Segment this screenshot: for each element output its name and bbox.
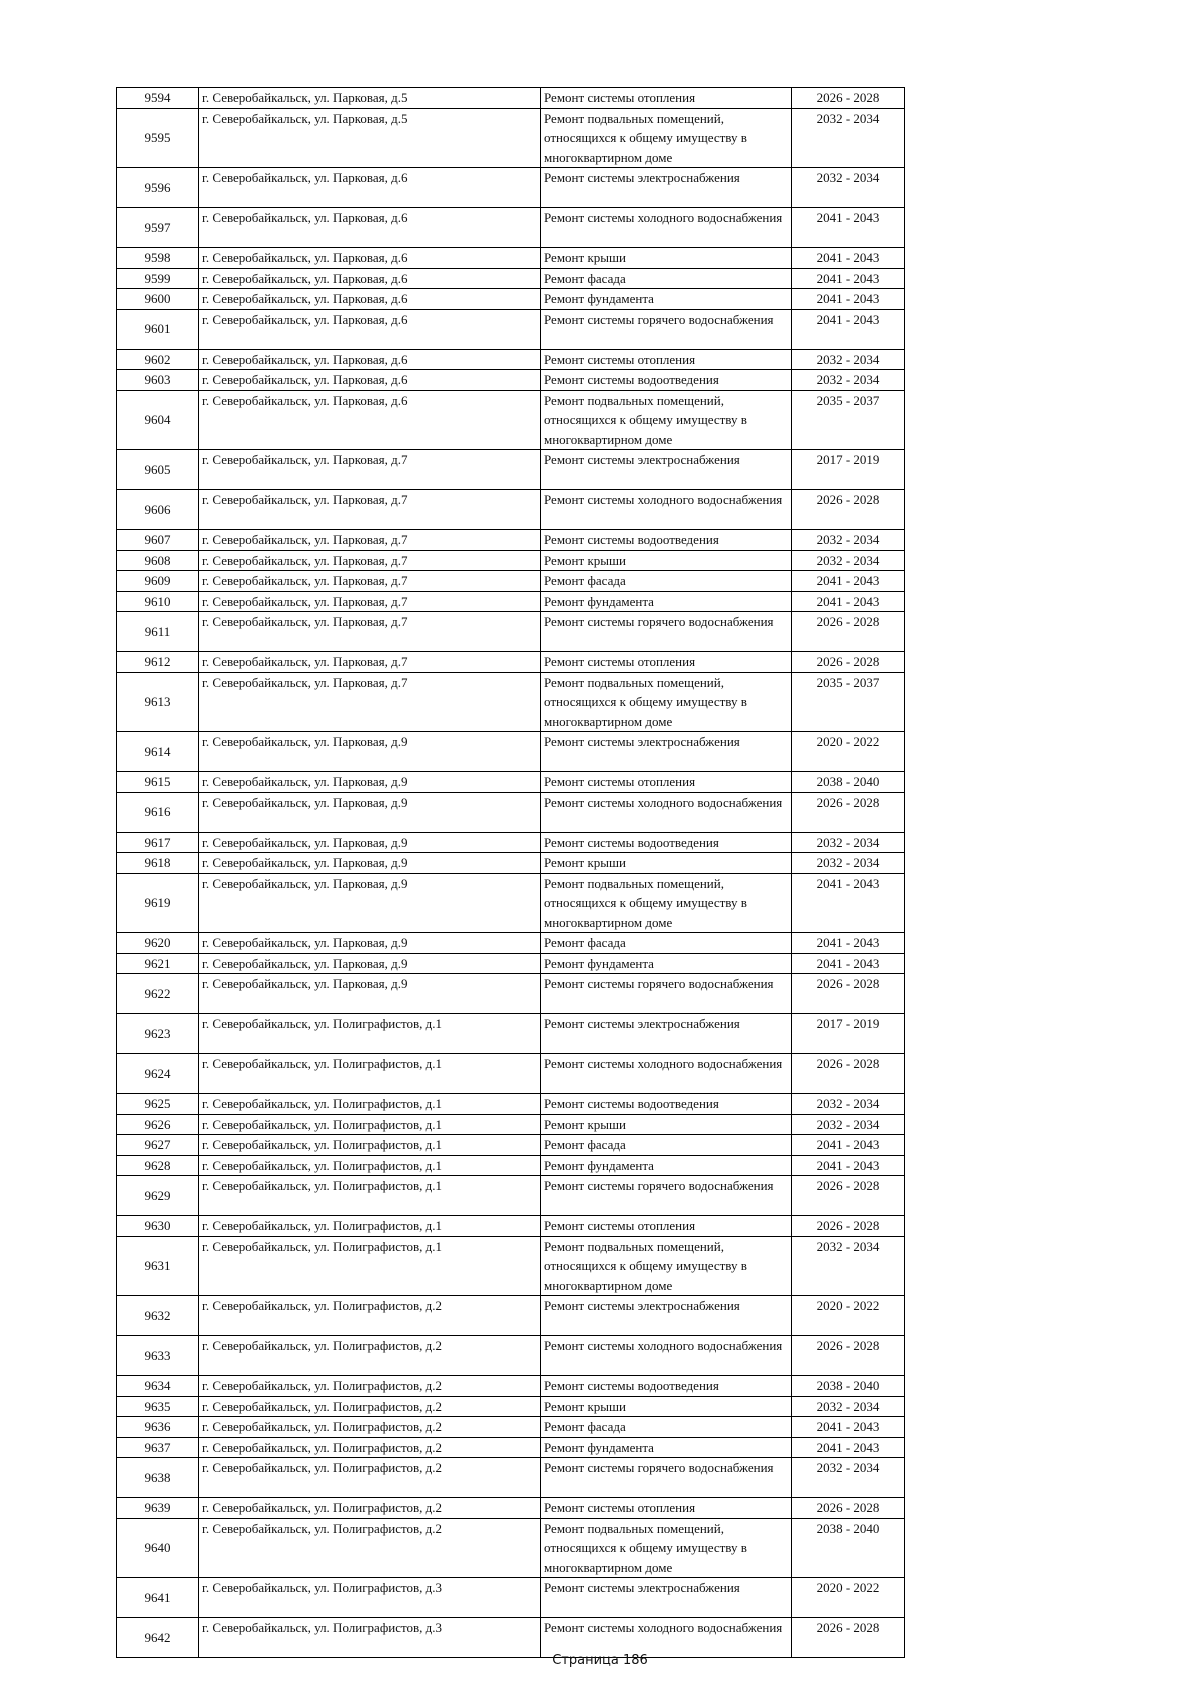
address-cell: г. Северобайкальск, ул. Полиграфистов, д.2 (199, 1396, 541, 1417)
row-number-cell: 9615 (117, 772, 199, 793)
address-cell: г. Северобайкальск, ул. Парковая, д.9 (199, 772, 541, 793)
table-row (117, 1578, 905, 1618)
period-cell: 2041 - 2043 (792, 591, 905, 612)
table-row (117, 1114, 905, 1135)
work-type-cell: Ремонт фасада (541, 1135, 792, 1156)
table-row (117, 268, 905, 289)
address-cell: г. Северобайкальск, ул. Полиграфистов, д.1 (199, 1014, 541, 1054)
row-number-cell: 9628 (117, 1155, 199, 1176)
period-cell: 2026 - 2028 (792, 652, 905, 673)
period-cell: 2020 - 2022 (792, 1578, 905, 1618)
page-number: Страница 186 (552, 1653, 648, 1668)
work-type-cell: Ремонт фасада (541, 268, 792, 289)
address-cell: г. Северобайкальск, ул. Парковая, д.6 (199, 268, 541, 289)
work-type-cell: Ремонт системы электроснабжения (541, 1578, 792, 1618)
period-cell: 2026 - 2028 (792, 1176, 905, 1216)
period-cell: 2026 - 2028 (792, 88, 905, 109)
work-type-cell: Ремонт фасада (541, 571, 792, 592)
address-cell: г. Северобайкальск, ул. Парковая, д.9 (199, 832, 541, 853)
period-cell: 2026 - 2028 (792, 1054, 905, 1094)
row-number-cell: 9597 (117, 208, 199, 248)
work-type-cell: Ремонт фундамента (541, 953, 792, 974)
address-cell: г. Северобайкальск, ул. Полиграфистов, д.1 (199, 1094, 541, 1115)
work-type-cell: Ремонт фундамента (541, 289, 792, 310)
address-cell: г. Северобайкальск, ул. Парковая, д.7 (199, 571, 541, 592)
work-type-cell: Ремонт фасада (541, 933, 792, 954)
table-row (117, 248, 905, 269)
address-cell: г. Северобайкальск, ул. Полиграфистов, д.1 (199, 1155, 541, 1176)
row-number-cell: 9624 (117, 1054, 199, 1094)
row-number-cell: 9619 (117, 873, 199, 933)
row-number-cell: 9608 (117, 550, 199, 571)
table-row (117, 349, 905, 370)
work-type-cell: Ремонт подвальных помещений, относящихся к общему имуществу в многоквартирном доме (541, 672, 792, 732)
row-number-cell: 9631 (117, 1236, 199, 1296)
row-number-cell: 9636 (117, 1417, 199, 1438)
period-cell: 2032 - 2034 (792, 1396, 905, 1417)
work-type-cell: Ремонт подвальных помещений, относящихся к общему имуществу в многоквартирном доме (541, 1236, 792, 1296)
table-row (117, 370, 905, 391)
work-type-cell: Ремонт фундамента (541, 591, 792, 612)
address-cell: г. Северобайкальск, ул. Парковая, д.6 (199, 248, 541, 269)
work-type-cell: Ремонт системы электроснабжения (541, 450, 792, 490)
table-row (117, 1518, 905, 1578)
row-number-cell: 9637 (117, 1437, 199, 1458)
row-number-cell: 9626 (117, 1114, 199, 1135)
address-cell: г. Северобайкальск, ул. Полиграфистов, д.1 (199, 1176, 541, 1216)
row-number-cell: 9625 (117, 1094, 199, 1115)
address-cell: г. Северобайкальск, ул. Парковая, д.6 (199, 289, 541, 310)
row-number-cell: 9617 (117, 832, 199, 853)
row-number-cell: 9610 (117, 591, 199, 612)
row-number-cell: 9596 (117, 168, 199, 208)
work-type-cell: Ремонт системы холодного водоснабжения (541, 490, 792, 530)
work-type-cell: Ремонт крыши (541, 1114, 792, 1135)
row-number-cell: 9640 (117, 1518, 199, 1578)
address-cell: г. Северобайкальск, ул. Полиграфистов, д.3 (199, 1618, 541, 1658)
row-number-cell: 9599 (117, 268, 199, 289)
address-cell: г. Северобайкальск, ул. Парковая, д.7 (199, 672, 541, 732)
period-cell: 2032 - 2034 (792, 853, 905, 874)
table-row (117, 1458, 905, 1498)
period-cell: 2026 - 2028 (792, 1216, 905, 1237)
period-cell: 2041 - 2043 (792, 289, 905, 310)
period-cell: 2032 - 2034 (792, 530, 905, 551)
period-cell: 2032 - 2034 (792, 370, 905, 391)
address-cell: г. Северобайкальск, ул. Парковая, д.6 (199, 349, 541, 370)
address-cell: г. Северобайкальск, ул. Полиграфистов, д.2 (199, 1518, 541, 1578)
work-type-cell: Ремонт подвальных помещений, относящихся к общему имуществу в многоквартирном доме (541, 873, 792, 933)
work-type-cell: Ремонт системы холодного водоснабжения (541, 1054, 792, 1094)
table-row (117, 853, 905, 874)
table-row (117, 672, 905, 732)
table-row (117, 571, 905, 592)
address-cell: г. Северобайкальск, ул. Парковая, д.7 (199, 550, 541, 571)
period-cell: 2041 - 2043 (792, 1135, 905, 1156)
table-row (117, 1236, 905, 1296)
table-row (117, 591, 905, 612)
row-number-cell: 9605 (117, 450, 199, 490)
work-type-cell: Ремонт фундамента (541, 1155, 792, 1176)
table-row (117, 832, 905, 853)
work-type-cell: Ремонт подвальных помещений, относящихся к общему имуществу в многоквартирном доме (541, 390, 792, 450)
table-row (117, 933, 905, 954)
period-cell: 2026 - 2028 (792, 490, 905, 530)
period-cell: 2017 - 2019 (792, 450, 905, 490)
period-cell: 2020 - 2022 (792, 732, 905, 772)
table-row (117, 1396, 905, 1417)
table-row (117, 1135, 905, 1156)
row-number-cell: 9613 (117, 672, 199, 732)
work-type-cell: Ремонт системы электроснабжения (541, 1014, 792, 1054)
table-row (117, 1498, 905, 1519)
row-number-cell: 9598 (117, 248, 199, 269)
repair-schedule-table (116, 87, 905, 1658)
row-number-cell: 9603 (117, 370, 199, 391)
address-cell: г. Северобайкальск, ул. Парковая, д.6 (199, 208, 541, 248)
table-body (117, 88, 905, 1658)
row-number-cell: 9612 (117, 652, 199, 673)
work-type-cell: Ремонт системы горячего водоснабжения (541, 1458, 792, 1498)
work-type-cell: Ремонт системы отопления (541, 88, 792, 109)
row-number-cell: 9630 (117, 1216, 199, 1237)
table-row (117, 1094, 905, 1115)
period-cell: 2038 - 2040 (792, 772, 905, 793)
table-row (117, 1376, 905, 1397)
table-row (117, 1437, 905, 1458)
row-number-cell: 9623 (117, 1014, 199, 1054)
period-cell: 2041 - 2043 (792, 309, 905, 349)
period-cell: 2026 - 2028 (792, 612, 905, 652)
address-cell: г. Северобайкальск, ул. Полиграфистов, д.3 (199, 1578, 541, 1618)
row-number-cell: 9642 (117, 1618, 199, 1658)
table-row (117, 873, 905, 933)
period-cell: 2032 - 2034 (792, 108, 905, 168)
address-cell: г. Северобайкальск, ул. Полиграфистов, д.1 (199, 1216, 541, 1237)
work-type-cell: Ремонт системы электроснабжения (541, 732, 792, 772)
row-number-cell: 9634 (117, 1376, 199, 1397)
work-type-cell: Ремонт фундамента (541, 1437, 792, 1458)
period-cell: 2032 - 2034 (792, 1114, 905, 1135)
table-row (117, 309, 905, 349)
row-number-cell: 9606 (117, 490, 199, 530)
address-cell: г. Северобайкальск, ул. Полиграфистов, д.1 (199, 1054, 541, 1094)
row-number-cell: 9638 (117, 1458, 199, 1498)
work-type-cell: Ремонт подвальных помещений, относящихся к общему имуществу в многоквартирном доме (541, 108, 792, 168)
work-type-cell: Ремонт крыши (541, 248, 792, 269)
table-row (117, 289, 905, 310)
address-cell: г. Северобайкальск, ул. Парковая, д.6 (199, 168, 541, 208)
row-number-cell: 9635 (117, 1396, 199, 1417)
table-row (117, 108, 905, 168)
period-cell: 2041 - 2043 (792, 953, 905, 974)
table-row (117, 450, 905, 490)
row-number-cell: 9641 (117, 1578, 199, 1618)
work-type-cell: Ремонт системы горячего водоснабжения (541, 1176, 792, 1216)
address-cell: г. Северобайкальск, ул. Парковая, д.9 (199, 853, 541, 874)
row-number-cell: 9620 (117, 933, 199, 954)
table-row (117, 1417, 905, 1438)
period-cell: 2032 - 2034 (792, 1236, 905, 1296)
work-type-cell: Ремонт фасада (541, 1417, 792, 1438)
row-number-cell: 9632 (117, 1296, 199, 1336)
address-cell: г. Северобайкальск, ул. Парковая, д.6 (199, 370, 541, 391)
period-cell: 2041 - 2043 (792, 268, 905, 289)
work-type-cell: Ремонт системы отопления (541, 652, 792, 673)
work-type-cell: Ремонт системы водоотведения (541, 530, 792, 551)
table-row (117, 390, 905, 450)
table-row (117, 792, 905, 832)
row-number-cell: 9609 (117, 571, 199, 592)
work-type-cell: Ремонт системы отопления (541, 1216, 792, 1237)
period-cell: 2041 - 2043 (792, 248, 905, 269)
period-cell: 2041 - 2043 (792, 1155, 905, 1176)
period-cell: 2041 - 2043 (792, 571, 905, 592)
address-cell: г. Северобайкальск, ул. Парковая, д.7 (199, 490, 541, 530)
period-cell: 2026 - 2028 (792, 792, 905, 832)
table-row (117, 1014, 905, 1054)
address-cell: г. Северобайкальск, ул. Парковая, д.6 (199, 309, 541, 349)
work-type-cell: Ремонт системы горячего водоснабжения (541, 612, 792, 652)
work-type-cell: Ремонт системы водоотведения (541, 1094, 792, 1115)
address-cell: г. Северобайкальск, ул. Парковая, д.5 (199, 108, 541, 168)
period-cell: 2041 - 2043 (792, 873, 905, 933)
row-number-cell: 9639 (117, 1498, 199, 1519)
address-cell: г. Северобайкальск, ул. Парковая, д.7 (199, 450, 541, 490)
address-cell: г. Северобайкальск, ул. Парковая, д.9 (199, 873, 541, 933)
address-cell: г. Северобайкальск, ул. Полиграфистов, д.1 (199, 1135, 541, 1156)
period-cell: 2032 - 2034 (792, 1458, 905, 1498)
period-cell: 2041 - 2043 (792, 1437, 905, 1458)
row-number-cell: 9621 (117, 953, 199, 974)
table-row (117, 1054, 905, 1094)
period-cell: 2032 - 2034 (792, 1094, 905, 1115)
table-row (117, 652, 905, 673)
table-row (117, 732, 905, 772)
period-cell: 2041 - 2043 (792, 208, 905, 248)
table-row (117, 1336, 905, 1376)
table-row (117, 1618, 905, 1658)
table-row (117, 550, 905, 571)
period-cell: 2035 - 2037 (792, 390, 905, 450)
period-cell: 2017 - 2019 (792, 1014, 905, 1054)
work-type-cell: Ремонт системы холодного водоснабжения (541, 1336, 792, 1376)
address-cell: г. Северобайкальск, ул. Полиграфистов, д.2 (199, 1498, 541, 1519)
period-cell: 2032 - 2034 (792, 349, 905, 370)
address-cell: г. Северобайкальск, ул. Парковая, д.7 (199, 652, 541, 673)
period-cell: 2026 - 2028 (792, 1618, 905, 1658)
work-type-cell: Ремонт системы отопления (541, 772, 792, 793)
row-number-cell: 9616 (117, 792, 199, 832)
address-cell: г. Северобайкальск, ул. Парковая, д.7 (199, 530, 541, 551)
table-row (117, 490, 905, 530)
work-type-cell: Ремонт системы отопления (541, 349, 792, 370)
table-row (117, 88, 905, 109)
address-cell: г. Северобайкальск, ул. Полиграфистов, д.1 (199, 1114, 541, 1135)
address-cell: г. Северобайкальск, ул. Парковая, д.7 (199, 612, 541, 652)
table-row (117, 1176, 905, 1216)
row-number-cell: 9607 (117, 530, 199, 551)
period-cell: 2032 - 2034 (792, 168, 905, 208)
period-cell: 2041 - 2043 (792, 1417, 905, 1438)
row-number-cell: 9614 (117, 732, 199, 772)
row-number-cell: 9622 (117, 974, 199, 1014)
work-type-cell: Ремонт системы водоотведения (541, 370, 792, 391)
address-cell: г. Северобайкальск, ул. Парковая, д.9 (199, 953, 541, 974)
address-cell: г. Северобайкальск, ул. Парковая, д.7 (199, 591, 541, 612)
address-cell: г. Северобайкальск, ул. Полиграфистов, д.2 (199, 1336, 541, 1376)
period-cell: 2020 - 2022 (792, 1296, 905, 1336)
table-row (117, 772, 905, 793)
period-cell: 2026 - 2028 (792, 1336, 905, 1376)
address-cell: г. Северобайкальск, ул. Полиграфистов, д.2 (199, 1458, 541, 1498)
period-cell: 2041 - 2043 (792, 933, 905, 954)
work-type-cell: Ремонт системы водоотведения (541, 1376, 792, 1397)
address-cell: г. Северобайкальск, ул. Полиграфистов, д.2 (199, 1437, 541, 1458)
work-type-cell: Ремонт системы горячего водоснабжения (541, 309, 792, 349)
period-cell: 2032 - 2034 (792, 832, 905, 853)
work-type-cell: Ремонт системы холодного водоснабжения (541, 792, 792, 832)
work-type-cell: Ремонт системы электроснабжения (541, 1296, 792, 1336)
address-cell: г. Северобайкальск, ул. Парковая, д.9 (199, 792, 541, 832)
period-cell: 2026 - 2028 (792, 1498, 905, 1519)
work-type-cell: Ремонт крыши (541, 853, 792, 874)
row-number-cell: 9604 (117, 390, 199, 450)
address-cell: г. Северобайкальск, ул. Полиграфистов, д.1 (199, 1236, 541, 1296)
work-type-cell: Ремонт системы водоотведения (541, 832, 792, 853)
period-cell: 2026 - 2028 (792, 974, 905, 1014)
period-cell: 2038 - 2040 (792, 1518, 905, 1578)
table-row (117, 953, 905, 974)
work-type-cell: Ремонт крыши (541, 1396, 792, 1417)
address-cell: г. Северобайкальск, ул. Полиграфистов, д.2 (199, 1376, 541, 1397)
row-number-cell: 9611 (117, 612, 199, 652)
address-cell: г. Северобайкальск, ул. Парковая, д.6 (199, 390, 541, 450)
period-cell: 2032 - 2034 (792, 550, 905, 571)
table-row (117, 1296, 905, 1336)
row-number-cell: 9627 (117, 1135, 199, 1156)
work-type-cell: Ремонт системы холодного водоснабжения (541, 208, 792, 248)
address-cell: г. Северобайкальск, ул. Парковая, д.9 (199, 933, 541, 954)
table-row (117, 1216, 905, 1237)
table-row (117, 208, 905, 248)
work-type-cell: Ремонт системы электроснабжения (541, 168, 792, 208)
row-number-cell: 9618 (117, 853, 199, 874)
work-type-cell: Ремонт системы отопления (541, 1498, 792, 1519)
row-number-cell: 9601 (117, 309, 199, 349)
table-row (117, 974, 905, 1014)
row-number-cell: 9629 (117, 1176, 199, 1216)
work-type-cell: Ремонт крыши (541, 550, 792, 571)
table-row (117, 1155, 905, 1176)
address-cell: г. Северобайкальск, ул. Полиграфистов, д.2 (199, 1417, 541, 1438)
table-row (117, 530, 905, 551)
work-type-cell: Ремонт подвальных помещений, относящихся к общему имуществу в многоквартирном доме (541, 1518, 792, 1578)
row-number-cell: 9594 (117, 88, 199, 109)
work-type-cell: Ремонт системы холодного водоснабжения (541, 1618, 792, 1658)
address-cell: г. Северобайкальск, ул. Парковая, д.5 (199, 88, 541, 109)
row-number-cell: 9602 (117, 349, 199, 370)
table-row (117, 612, 905, 652)
period-cell: 2035 - 2037 (792, 672, 905, 732)
row-number-cell: 9595 (117, 108, 199, 168)
table-row (117, 168, 905, 208)
row-number-cell: 9600 (117, 289, 199, 310)
period-cell: 2038 - 2040 (792, 1376, 905, 1397)
address-cell: г. Северобайкальск, ул. Полиграфистов, д.2 (199, 1296, 541, 1336)
address-cell: г. Северобайкальск, ул. Парковая, д.9 (199, 732, 541, 772)
row-number-cell: 9633 (117, 1336, 199, 1376)
address-cell: г. Северобайкальск, ул. Парковая, д.9 (199, 974, 541, 1014)
work-type-cell: Ремонт системы горячего водоснабжения (541, 974, 792, 1014)
